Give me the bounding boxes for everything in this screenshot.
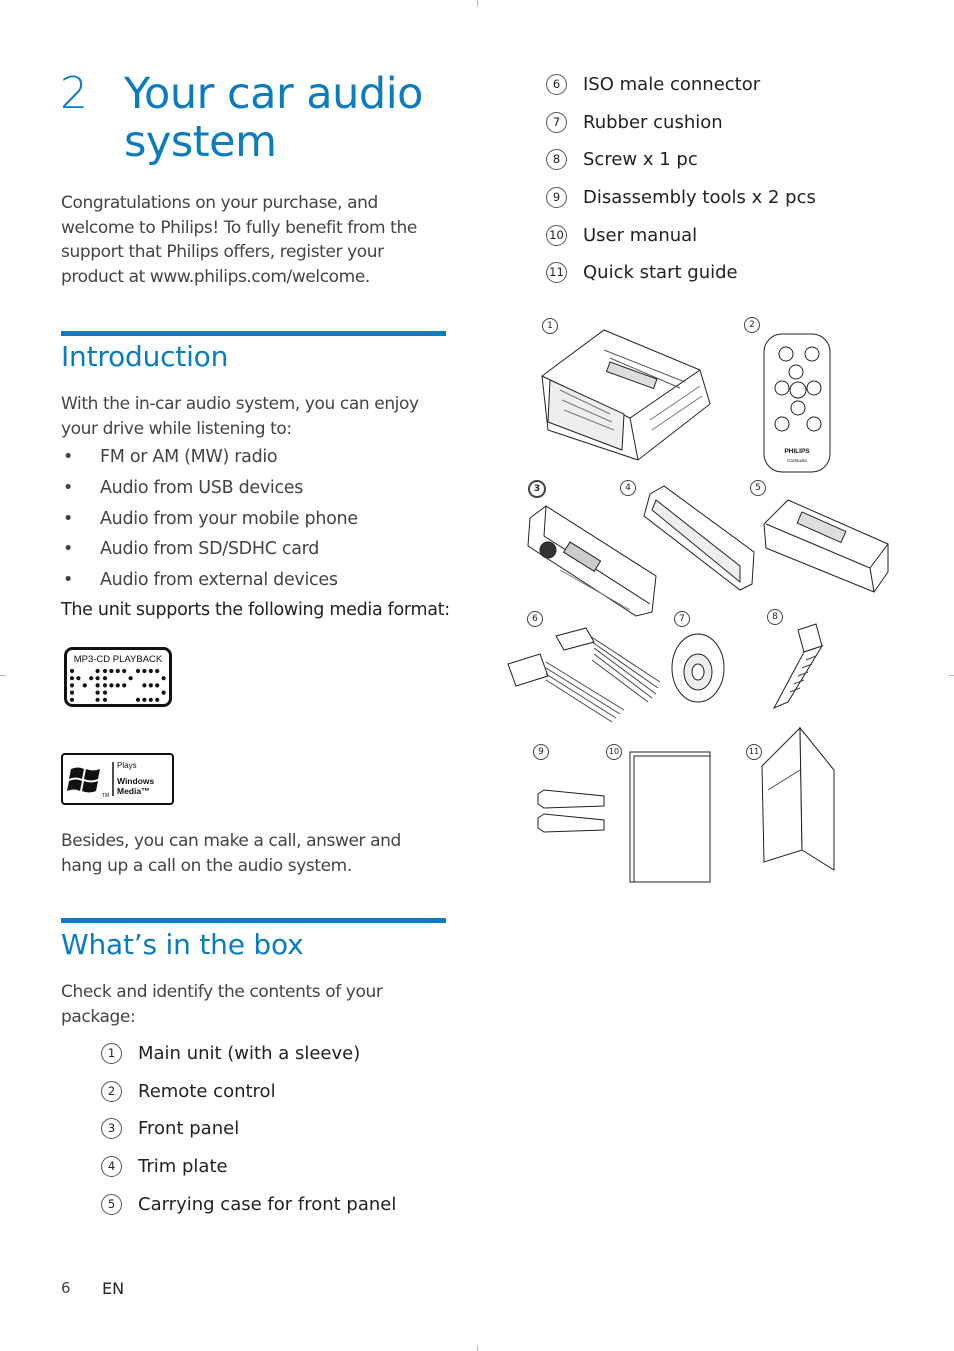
wma-plays: Plays xyxy=(117,761,137,770)
wma-media: Media™ xyxy=(117,786,150,796)
item-number: 11 xyxy=(546,262,567,283)
item-label: Front panel xyxy=(138,1118,240,1140)
item-number: 6 xyxy=(546,74,567,95)
list-item xyxy=(101,1185,396,1223)
item-number: 8 xyxy=(546,149,567,170)
formats-line: The unit supports the following media format: xyxy=(61,600,450,620)
wma-tm: TM xyxy=(102,793,110,799)
figure-label-11: 11 xyxy=(746,744,762,760)
iso-connector-drawing xyxy=(508,628,660,722)
crop-mark xyxy=(948,675,954,676)
figure-label-1: 1 xyxy=(542,318,558,334)
intro-paragraph: Congratulations on your purchase, and welcome to Philips! To fully benefit from the support that Philips offers, register your product at www.philips.com/welcome. xyxy=(61,193,417,287)
user-manual-drawing xyxy=(630,752,710,882)
list-item xyxy=(101,1035,396,1073)
list-item xyxy=(546,254,816,292)
box-heading: What’s in the box xyxy=(61,928,304,961)
chapter-title: Your car audio system xyxy=(124,69,423,167)
mp3-cd-logo xyxy=(64,647,172,707)
introduction-heading: Introduction xyxy=(61,340,229,373)
item-label: User manual xyxy=(583,224,698,246)
remote-control-drawing xyxy=(764,334,830,472)
figure-label-4: 4 xyxy=(620,480,636,496)
screw-drawing xyxy=(774,624,822,708)
item-label: Remote control xyxy=(138,1080,276,1102)
item-label: Rubber cushion xyxy=(583,111,723,133)
list-item xyxy=(546,216,816,254)
item-number: 9 xyxy=(546,187,567,208)
list-item xyxy=(101,1073,396,1111)
list-item: • Audio from SD/SDHC card xyxy=(61,539,358,570)
item-number: 7 xyxy=(546,112,567,133)
item-label: ISO male connector xyxy=(583,74,761,96)
item-label: Main unit (with a sleeve) xyxy=(138,1043,361,1065)
list-item: • FM or AM (MW) radio xyxy=(61,447,358,478)
item-label: Screw x 1 pc xyxy=(583,149,698,171)
item-label: Carrying case for front panel xyxy=(138,1193,397,1215)
list-item xyxy=(101,1148,396,1186)
list-item xyxy=(546,104,816,142)
mp3-logo-caption: MP3-CD PLAYBACK xyxy=(73,654,163,665)
item-number: 4 xyxy=(101,1156,122,1177)
item-label: Trim plate xyxy=(138,1156,228,1178)
box-contents-illustration xyxy=(500,310,900,890)
list-item: • Audio from USB devices xyxy=(61,478,358,509)
list-item xyxy=(546,66,816,104)
remote-brand: PHILIPS xyxy=(784,448,810,455)
figure-label-2: 2 xyxy=(744,317,760,333)
figure-label-7: 7 xyxy=(674,611,690,627)
list-item: • Audio from external devices xyxy=(61,570,358,601)
item-label: Disassembly tools x 2 pcs xyxy=(583,187,816,209)
item-number: 3 xyxy=(101,1118,122,1139)
crop-mark xyxy=(477,1345,478,1351)
item-label: Quick start guide xyxy=(583,262,738,284)
section-rule xyxy=(61,918,446,923)
item-number: 1 xyxy=(101,1043,122,1064)
section-rule xyxy=(61,331,446,336)
list-item xyxy=(546,179,816,217)
rubber-cushion-drawing xyxy=(672,634,724,702)
list-item xyxy=(101,1110,396,1148)
box-contents-list-right xyxy=(546,66,816,292)
introduction-lead: With the in-car audio system, you can enjoy your drive while listening to: xyxy=(61,394,419,439)
front-panel-drawing xyxy=(528,506,656,616)
chapter-number: 2 xyxy=(60,68,88,119)
box-lead: Check and identify the contents of your package: xyxy=(61,982,383,1027)
figure-label-8: 8 xyxy=(767,609,783,625)
source-list xyxy=(61,447,358,601)
list-item: • Audio from your mobile phone xyxy=(61,509,358,540)
carrying-case-drawing xyxy=(764,500,888,592)
remote-sub: CarStudio xyxy=(786,458,808,463)
item-number: 10 xyxy=(546,225,567,246)
figure-label-10: 10 xyxy=(606,744,622,760)
figure-label-5: 5 xyxy=(750,480,766,496)
item-number: 2 xyxy=(101,1081,122,1102)
item-number: 5 xyxy=(101,1194,122,1215)
page-number: 6 xyxy=(61,1279,71,1297)
crop-mark xyxy=(477,0,478,6)
wma-windows: Windows xyxy=(117,776,155,786)
main-unit-drawing xyxy=(542,330,710,460)
language-code: EN xyxy=(102,1279,125,1298)
quick-start-guide-drawing xyxy=(762,728,834,870)
list-item xyxy=(546,141,816,179)
trim-plate-drawing xyxy=(644,486,754,590)
disassembly-tools-drawing xyxy=(538,790,604,832)
figure-label-3: 3 xyxy=(528,480,546,498)
figure-label-6: 6 xyxy=(527,611,543,627)
call-text: Besides, you can make a call, answer and hang up a call on the audio system. xyxy=(61,831,401,876)
figure-label-9: 9 xyxy=(533,744,549,760)
crop-mark xyxy=(0,675,6,676)
box-contents-list-left xyxy=(101,1035,396,1223)
windows-media-logo xyxy=(61,753,174,805)
